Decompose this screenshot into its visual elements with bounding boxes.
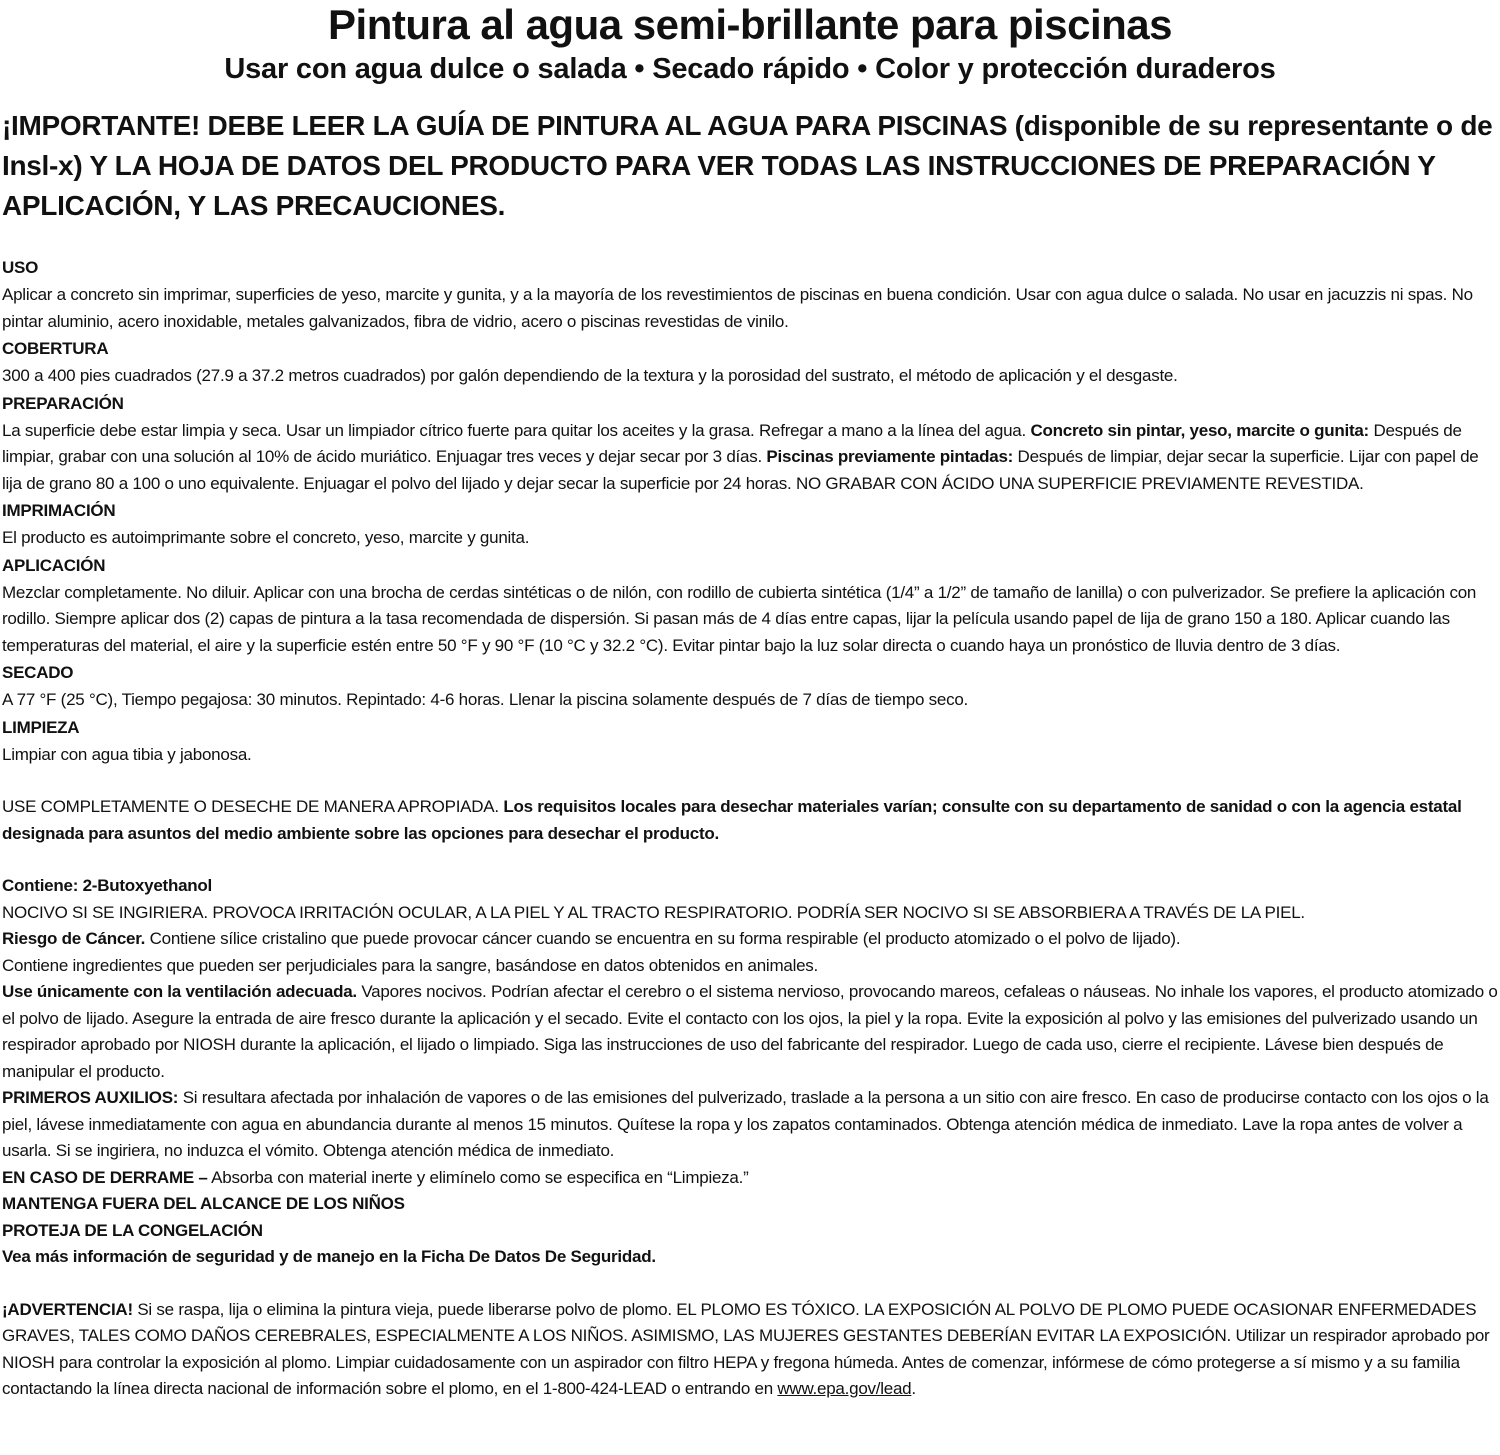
preparacion-bold-1: Concreto sin pintar, yeso, marcite o gunita: [1030, 420, 1369, 440]
preparacion-text-1: La superficie debe estar limpia y seca. Usar un limpiador cítrico fuerte para quitar los aceites y la grasa. Refregar a mano a la línea del agua. [2, 420, 1031, 440]
blood-warning: Contiene ingredientes que pueden ser perjudiciales para la sangre, basándose en datos obtenidos en animales. [2, 955, 819, 975]
first-aid-text: Si resultara afectada por inhalación de vapores o de las emisiones del pulverizado, traslade a la persona a un sitio con aire fresco. En caso de producirse contacto con los ojos o la piel, lávese inmediatamente con agua en abundancia durante al menos 15 minutos. Quítese la ropa y los zapatos contaminados. Obtenga atención médica de inmediato. Lave la ropa antes de volver a usarla. Si se ingiriera, no induzca el vómito. Obtenga atención médica de inmediato. [2, 1088, 1489, 1160]
freeze-text: PROTEJA DE LA CONGELACIÓN [2, 1220, 263, 1240]
spacer [2, 1271, 1498, 1297]
ventilation-warning [2, 979, 1498, 1085]
first-aid [2, 1085, 1498, 1165]
section-heading-limpieza: LIMPIEZA [2, 717, 80, 737]
spacer [2, 847, 1498, 873]
section-text-preparacion [2, 418, 1498, 498]
disposal-notice [2, 794, 1498, 847]
first-aid-bold: PRIMEROS AUXILIOS: [2, 1088, 179, 1107]
lead-warning-text: Si se raspa, lija o elimina la pintura vieja, puede liberarse polvo de plomo. EL PLOMO ES TÓXICO. LA EXPOSICIÓN AL POLVO DE PLOMO PUEDE OCASIONAR ENFERMEDADES GRAVES, TALES COMO DAÑOS CEREBRALES, ESPECIALMENTE A LOS NIÑOS. ASIMISMO, LAS MUJERES GESTANTES DEBERÍAN EVITAR LA EXPOSICIÓN. Utilizar un respirador aprobado por NIOSH para controlar la exposición al plomo. Limpiar cuidadosamente con un aspirador con filtro HEPA y fregona húmeda. Antes de comenzar, infórmese de cómo protegerse a sí mismo y a su familia contactando la línea directa nacional de información sobre el plomo, en el 1-800-424-LEAD o entrando en [2, 1299, 1490, 1398]
preparacion-bold-2: Piscinas previamente pintadas: [766, 447, 1014, 466]
section-heading-imprimacion: IMPRIMACIÓN [2, 501, 116, 520]
section-text-cobertura: 300 a 400 pies cuadrados (27.9 a 37.2 metros cuadrados) por galón dependiendo de la textura y la porosidad del sustrato, el método de aplicación y el desgaste. [2, 366, 1178, 385]
page-subtitle: Usar con agua dulce o salada • Secado rápido • Color y protección duraderos [224, 53, 1276, 85]
product-label-page [0, 2, 1500, 1455]
section-heading-secado: SECADO [2, 663, 74, 682]
harmful-warning: NOCIVO SI SE INGIRIERA. PROVOCA IRRITACIÓN OCULAR, A LA PIEL Y AL TRACTO RESPIRATORIO. PODRÍA SER NOCIVO SI SE ABSORBIERA A TRAVÉS DE LA PIEL. [2, 902, 1305, 922]
children-warning [2, 1191, 1498, 1218]
sds-text: Vea más información de seguridad y de manejo en la Ficha De Datos De Seguridad. [2, 1247, 656, 1266]
children-text: MANTENGA FUERA DEL ALCANCE DE LOS NIÑOS [2, 1194, 405, 1213]
cancer-text: Contiene sílice cristalino que puede provocar cáncer cuando se encuentra en su forma respirable (el producto atomizado o el polvo de lijado). [145, 929, 1181, 948]
cancer-warning [2, 926, 1498, 953]
section-text-aplicacion: Mezclar completamente. No diluir. Aplicar con una brocha de cerdas sintéticas o de nilón, con rodillo de cubierta sintética (1/4” a 1/2” de tamaño de lanilla) o con pulverizador. Se prefiere la aplicación con rodillo. Siempre aplicar dos (2) capas de pintura a la tasa recomendada de dispersión. Si pasan más de 4 días entre capas, lijar la película usando papel de lija de grano 150 a 180. Aplicar cuando las temperaturas del material, el aire y la superficie estén entre 50 °F y 90 °F (10 °C y 32.2 °C). Evitar pintar bajo la luz solar directa o cuando haya un pronóstico de lluvia dentro de 3 días. [2, 582, 1477, 655]
section-heading-aplicacion: APLICACIÓN [2, 555, 106, 575]
disposal-text: USE COMPLETAMENTE O DESECHE DE MANERA APROPIADA. [2, 797, 504, 816]
freeze-warning [2, 1218, 1498, 1245]
lead-warning [2, 1297, 1498, 1403]
section-text-limpieza: Limpiar con agua tibia y jabonosa. [2, 744, 252, 764]
section-text-imprimacion: El producto es autoimprimante sobre el concreto, yeso, marcite y gunita. [2, 528, 530, 547]
preparacion-text-2: Después de limpiar, grabar con una solución al 10% de ácido muriático. Enjuagar tres veces y dejar secar por 3 días. [2, 420, 1462, 466]
preparacion-text-3: Después de limpiar, dejar secar la superficie. Lijar con papel de lija de grano 80 a 100 o uno equivalente. Enjuagar el polvo del lijado y dejar secar la superficie por 24 horas. NO GRABAR CON ÁCIDO UNA SUPERFICIE PREVIAMENTE REVESTIDA. [2, 447, 1479, 493]
section-heading-uso: USO [2, 258, 39, 277]
ventilation-text: Vapores nocivos. Podrían afectar el cerebro o el sistema nervioso, provocando mareos, cefaleas o náuseas. No inhale los vapores, el producto atomizado o el polvo de lijado. Asegure la entrada de aire fresco durante la aplicación y el secado. Evite el contacto con los ojos, la piel y la ropa. Evite la exposición al polvo y las emisiones del pulverizado usando un respirador aprobado por NIOSH durante la aplicación, el lijado o limpiado. Siga las instrucciones de uso del fabricante del respirador. Luego de cada uso, cierre el recipiente. Lávese bien después de manipular el producto. [2, 982, 1498, 1081]
label-body [2, 254, 1498, 1403]
section-heading-preparacion: PREPARACIÓN [2, 393, 124, 413]
cancer-bold: Riesgo de Cáncer. [2, 929, 146, 948]
disposal-bold: Los requisitos locales para desechar materiales varían; consulte con su departamento de sanidad o con la agencia estatal designada para asuntos del medio ambiente sobre las opciones para desechar el producto. [2, 797, 1462, 843]
spill-instructions [2, 1165, 1498, 1192]
important-notice: ¡IMPORTANTE! DEBE LEER LA GUÍA DE PINTURA AL AGUA PARA PISCINAS (disponible de su representante o de Insl-x) Y LA HOJA DE DATOS DEL PRODUCTO PARA VER TODAS LAS INSTRUCCIONES DE PREPARACIÓN Y APLICACIÓN, Y LAS PRECAUCIONES. [2, 110, 1493, 221]
spacer [2, 768, 1498, 794]
epa-link[interactable]: www.epa.gov/lead [777, 1379, 912, 1398]
lead-warning-end: . [911, 1379, 916, 1398]
spill-text: Absorba con material inerte y elimínelo como se especifica en “Limpieza.” [207, 1167, 749, 1187]
lead-warning-bold: ¡ADVERTENCIA! [2, 1299, 133, 1319]
contains-text: Contiene: 2-Butoxyethanol [2, 876, 213, 895]
page-title: Pintura al agua semi-brillante para piscinas [328, 1, 1172, 48]
spill-bold: EN CASO DE DERRAME – [2, 1167, 208, 1187]
section-text-secado: A 77 °F (25 °C), Tiempo pegajosa: 30 minutos. Repintado: 4-6 horas. Llenar la piscina solamente después de 7 días de tiempo seco. [2, 690, 969, 709]
section-text-uso: Aplicar a concreto sin imprimar, superficies de yeso, marcite y gunita, y a la mayoría de los revestimientos de piscinas en buena condición. Usar con agua dulce o salada. No usar en jacuzzis ni spas. No pintar aluminio, acero inoxidable, metales galvanizados, fibra de vidrio, acero o piscinas revestidas de vinilo. [2, 285, 1473, 331]
section-heading-cobertura: COBERTURA [2, 339, 109, 358]
contains-line [2, 873, 1498, 900]
ventilation-bold: Use únicamente con la ventilación adecuada. [2, 982, 357, 1001]
sds-reference [2, 1244, 1498, 1271]
